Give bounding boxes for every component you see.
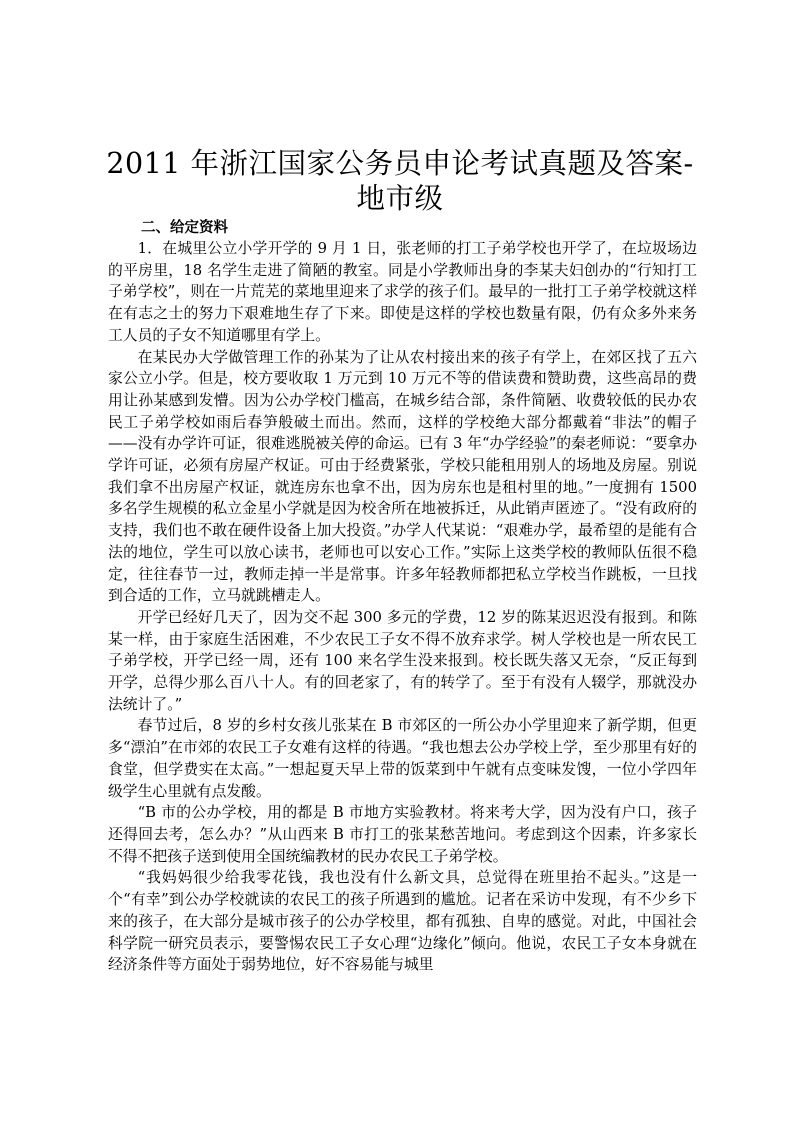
title-line-2: 地市级 — [356, 182, 444, 215]
section-heading: 二、给定资料 — [141, 220, 228, 236]
paragraph: “我妈妈很少给我零花钱，我也没有什么新文具，总觉得在班里抬不起头。”这是一个“有幸”到公办学校就读的农民工的孩子所遇到的尴尬。记者在采访中发现，有不少乡下来的孩子，在大部分是城市孩子的公办学校里，都有孤独、自卑的感觉。对此，中国社会科学院一研究员表示，要警惕农民工子女心理“边缘化”倾向。他说，农民工子女本身就在经济条件等方面处于弱势地位，好不容易能与城里 — [108, 869, 697, 974]
paragraph: 开学已经好几天了，因为交不起 300 多元的学费，12 岁的陈某迟迟没有报到。和陈某一样，由于家庭生活困难，不少农民工子女不得不放弃求学。树人学校也是一所农民工子弟学校，开学已经一周，还有 100 来名学生没来报到。校长既失落又无奈，“反正每到开学，总得少那么百八十人。有的回老家了，有的转学了。至于有没有人辍学，那就没办法统计了。” — [108, 608, 697, 713]
title-line-1: 2011 年浙江国家公务员申论考试真题及答案- — [106, 147, 694, 180]
paragraph: 春节过后，8 岁的乡村女孩儿张某在 B 市郊区的一所公办小学里迎来了新学期，但更多“漂泊”在市郊的农民工子女难有这样的待遇。“我也想去公办学校上学，至少那里有好的食堂，但学费实在太高。”一想起夏天早上带的饭菜到中午就有点变味发馊，一位小学四年级学生心里就有点发酸。 — [108, 717, 697, 800]
paragraph: 1．在城里公立小学开学的 9 月 1 日，张老师的打工子弟学校也开学了，在垃圾场边的平房里，18 名学生走进了简陋的教室。同是小学教师出身的李某夫妇创办的“行知打工子弟学校”，则在一片荒芜的菜地里迎来了求学的孩子们。最早的一批打工子弟学校就这样在有志之士的努力下艰难地生存了下来。即使是这样的学校也数量有限，仍有众多外来务工人员的子女不知道哪里有学上。 — [108, 240, 697, 344]
paragraph: 在某民办大学做管理工作的孙某为了让从农村接出来的孩子有学上，在郊区找了五六家公立小学。但是，校方要收取 1 万元到 10 万元不等的借读费和赞助费，这些高昂的费用让孙某感到发懵。因为公办学校门槛高，在城乡结合部，条件简陋、收费较低的民办农民工子弟学校如雨后春笋般破土而出。然而，这样的学校绝大部分都戴着“非法”的帽子——没有办学许可证，很难逃脱被关停的命运。已有 3 年“办学经验”的秦老师说：“要拿办学许可证，必须有房屋产权证。可由于经费紧张，学校只能租用别人的场地及房屋。别说我们拿不出房屋产权证，就连房东也拿不出，因为房东也是租村里的地。”一度拥有 1500 多名学生规模的私立金星小学就是因为校舍所在地被拆迁，从此销声匿迹了。“没有政府的支持，我们也不敢在硬件设备上加大投资。”办学人代某说：“艰难办学，最希望的是能有合法的地位，学生可以放心读书，老师也可以安心工作。”实际上这类学校的教师队伍很不稳定，往往春节一过，教师走掉一半是常事。许多年轻教师都把私立学校当作跳板，一旦找到合适的工作，立马就跳槽走人。 — [108, 348, 698, 605]
document-body — [108, 238, 697, 976]
paragraph: “B 市的公办学校，用的都是 B 市地方实验教材。将来考大学，因为没有户口，孩子还得回去考，怎么办？”从山西来 B 市打工的张某愁苦地问。考虑到这个因素，许多家长不得不把孩子送到使用全国统编教材的民办农民工子弟学校。 — [108, 804, 697, 865]
document-title — [100, 146, 700, 216]
